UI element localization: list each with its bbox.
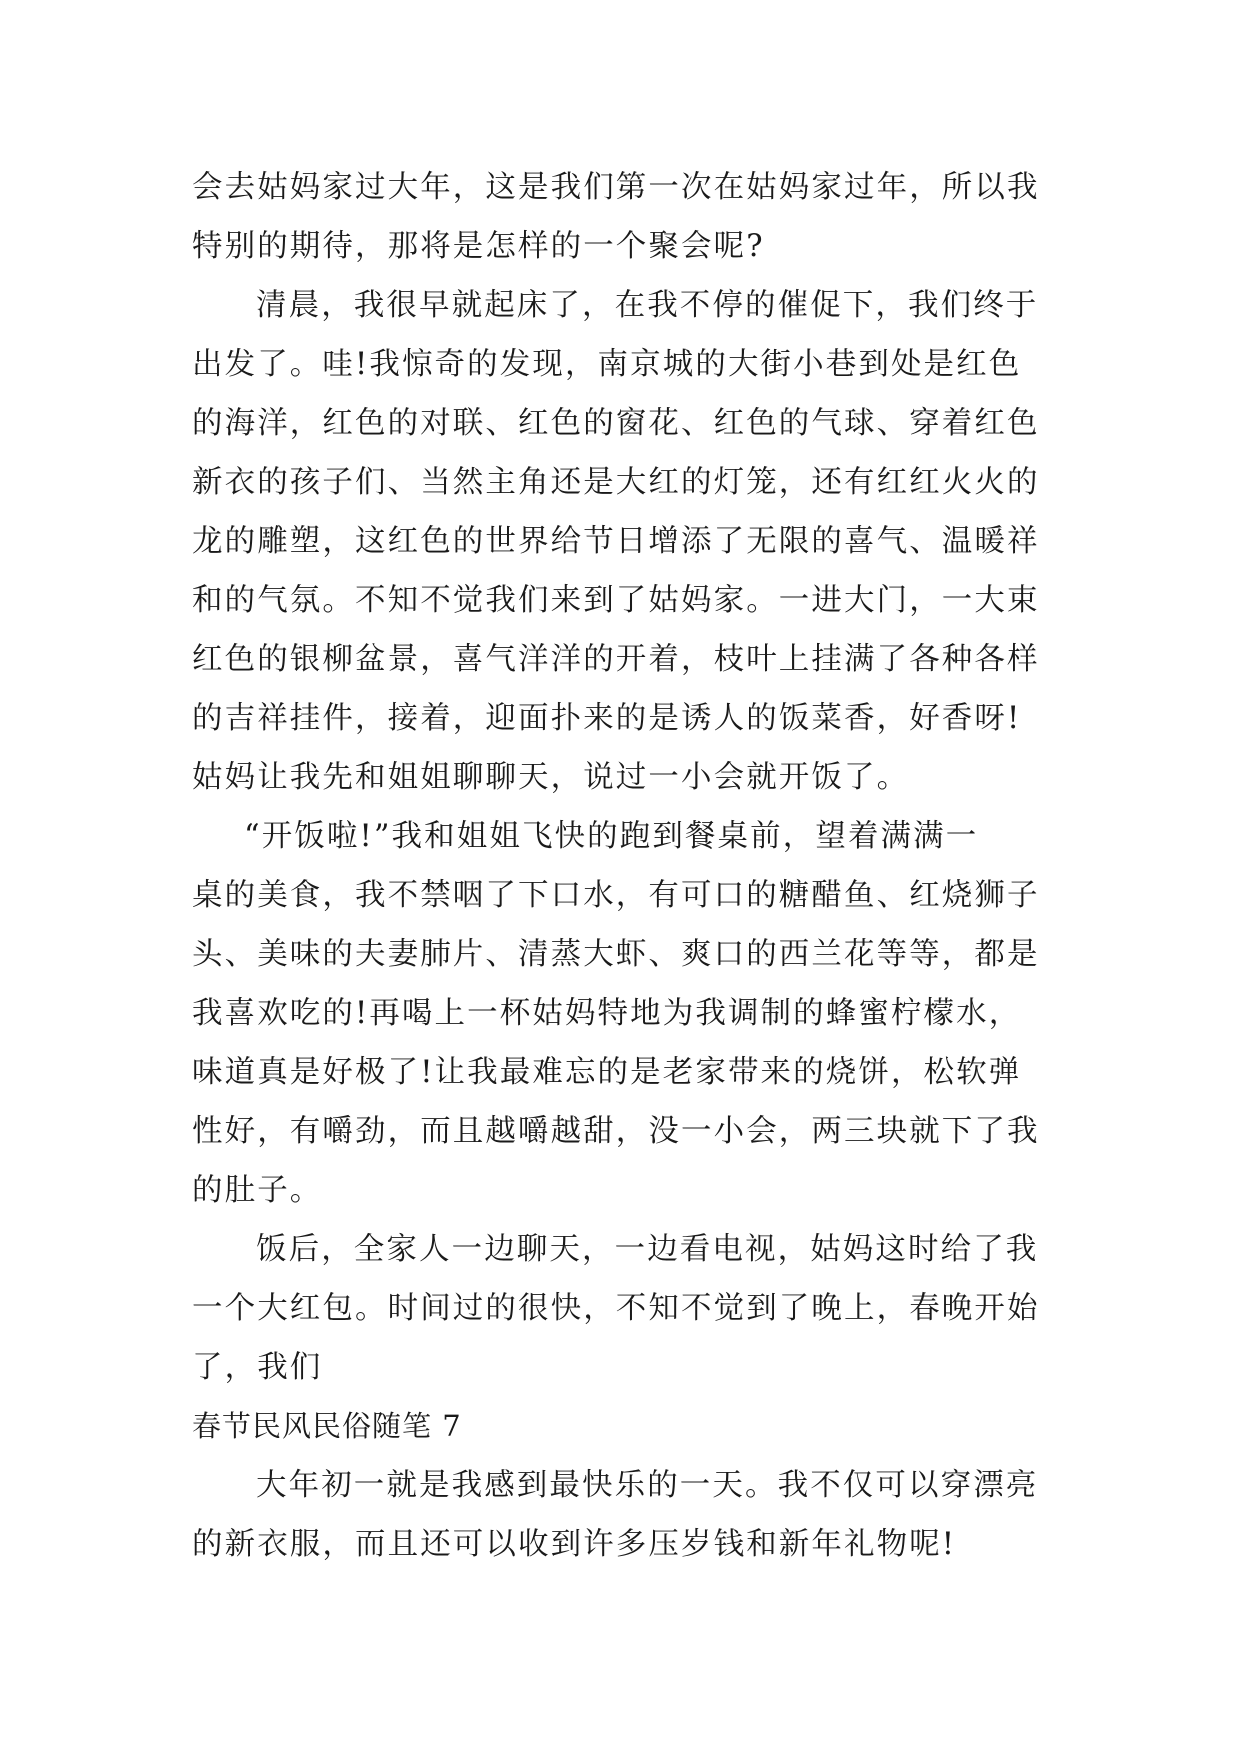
text-line: 性好，有嚼劲，而且越嚼越甜，没一小会，两三块就下了我 bbox=[192, 1114, 1040, 1149]
text-line: 的吉祥挂件，接着，迎面扑来的是诱人的饭菜香，好香呀! bbox=[192, 701, 1022, 736]
text-line: 桌的美食，我不禁咽了下口水，有可口的糖醋鱼、红烧狮子 bbox=[192, 878, 1040, 913]
text-line: 一个大红包。时间过的很快，不知不觉到了晚上，春晚开始 bbox=[192, 1291, 1040, 1326]
text-line: 会去姑妈家过大年，这是我们第一次在姑妈家过年，所以我 bbox=[192, 170, 1040, 205]
text-line: 和的气氛。不知不觉我们来到了姑妈家。一进大门，一大束 bbox=[192, 583, 1040, 618]
document-body bbox=[192, 158, 1060, 1574]
text-line: 新衣的孩子们、当然主角还是大红的灯笼，还有红红火火的 bbox=[192, 465, 1040, 500]
section-heading: 春节民风民俗随笔 7 bbox=[192, 1409, 462, 1443]
text-line: 龙的雕塑，这红色的世界给节日增添了无限的喜气、温暖祥 bbox=[192, 524, 1040, 559]
text-line: 姑妈让我先和姐姐聊聊天，说过一小会就开饭了。 bbox=[192, 760, 910, 795]
text-line: 的肚子。 bbox=[192, 1173, 323, 1208]
text-line: 味道真是好极了!让我最难忘的是老家带来的烧饼，松软弹 bbox=[192, 1055, 1022, 1090]
paragraph-start-line: 饭后，全家人一边聊天，一边看电视，姑妈这时给了我 bbox=[256, 1232, 1039, 1267]
text-line: 头、美味的夫妻肺片、清蒸大虾、爽口的西兰花等等，都是 bbox=[192, 937, 1040, 972]
text-line: 出发了。哇!我惊奇的发现，南京城的大街小巷到处是红色 bbox=[192, 347, 1022, 382]
paragraph-start-line: 清晨，我很早就起床了，在我不停的催促下，我们终于 bbox=[256, 288, 1039, 323]
text-line: 的海洋，红色的对联、红色的窗花、红色的气球、穿着红色 bbox=[192, 406, 1040, 441]
text-line: 的新衣服，而且还可以收到许多压岁钱和新年礼物呢! bbox=[192, 1527, 957, 1562]
paragraph-start-line: 大年初一就是我感到最快乐的一天。我不仅可以穿漂亮 bbox=[256, 1468, 1039, 1503]
paragraph-start-line: “开饭啦!”我和姐姐飞快的跑到餐桌前，望着满满一 bbox=[244, 819, 979, 854]
text-line: 红色的银柳盆景，喜气洋洋的开着，枝叶上挂满了各种各样 bbox=[192, 642, 1040, 677]
text-line: 了，我们 bbox=[192, 1350, 323, 1385]
text-line: 特别的期待，那将是怎样的一个聚会呢? bbox=[192, 229, 765, 264]
text-line: 我喜欢吃的!再喝上一杯姑妈特地为我调制的蜂蜜柠檬水， bbox=[192, 996, 1022, 1031]
